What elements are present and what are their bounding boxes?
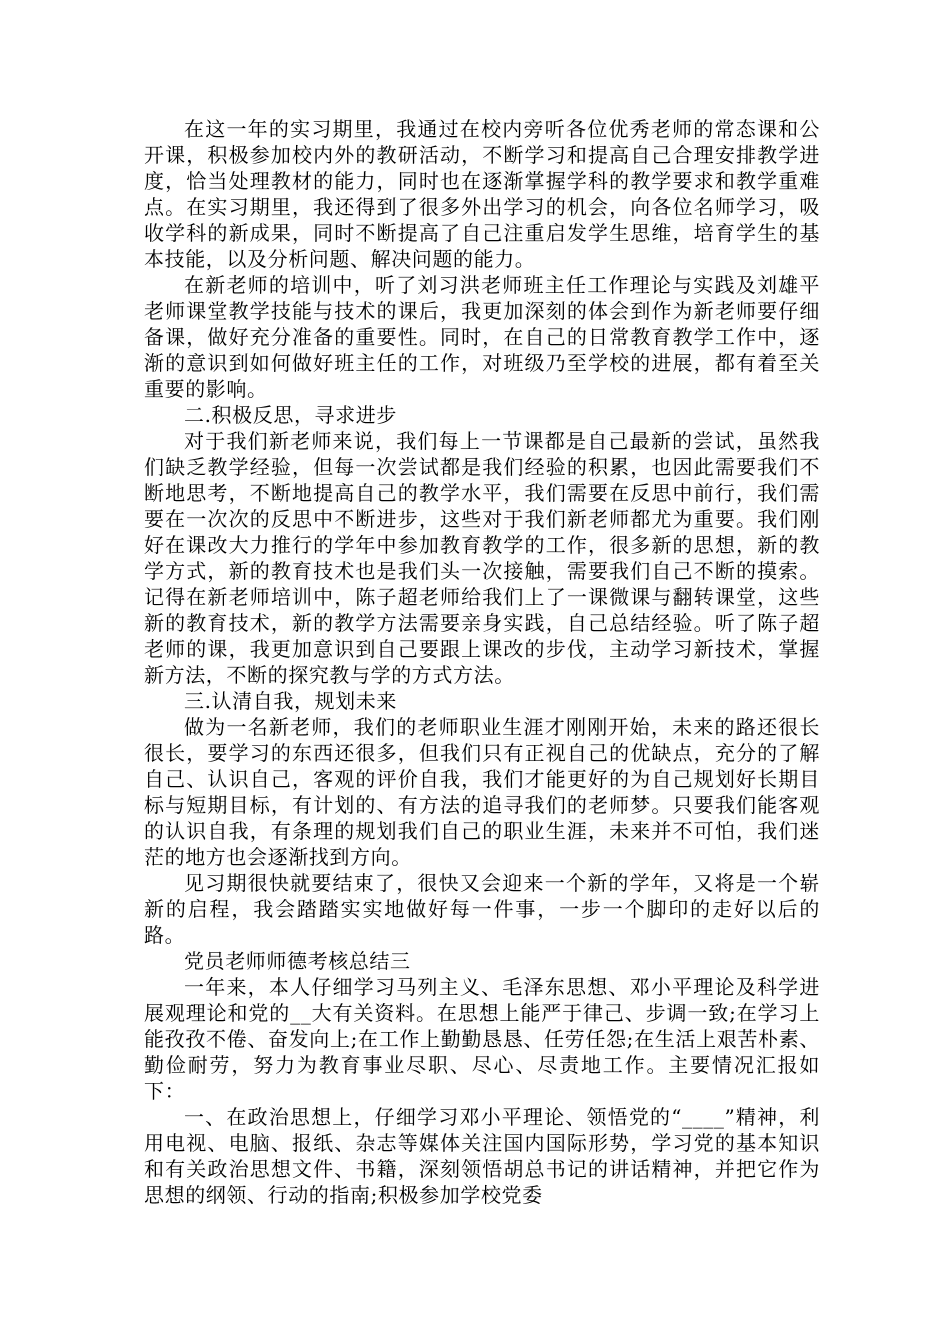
paragraph-self-planning: 做为一名新老师，我们的老师职业生涯才刚刚开始，未来的路还很长很长，要学习的东西还很多，但我们只有正视自己的优缺点，充分的了解自己、认识自己，客观的评价自我，我们才能更好的为自己规划好长期目标与短期目标，有计划的、有方法的追寻我们的老师梦。只要我们能客观的认识自我，有条理的规划我们自己的职业生涯，未来并不可怕，我们迷茫的地方也会逐渐找到方向。 — [144, 715, 820, 869]
paragraph-internship-ending: 见习期很快就要结束了，很快又会迎来一个新的学年，又将是一个崭新的启程，我会踏踏实实地做好每一件事，一步一个脚印的走好以后的路。 — [144, 871, 820, 947]
paragraph-internship-learning: 在这一年的实习期里，我通过在校内旁听各位优秀老师的常态课和公开课，积极参加校内外的教研活动，不断学习和提高自己合理安排教学进度，恰当处理教材的能力，同时也在逐渐掌握学科的教学要求和教学重难点。在实习期里，我还得到了很多外出学习的机会，向各位名师学习，吸收学科的新成果，同时不断提高了自己注重启发学生思维，培育学生的基本技能，以及分析问题、解决问题的能力。 — [144, 117, 820, 271]
paragraph-political-thought: 一、在政治思想上，仔细学习邓小平理论、领悟党的“____”精神，利用电视、电脑、报纸、杂志等媒体关注国内国际形势，学习党的基本知识和有关政治思想文件、书籍，深刻领悟胡总书记的讲话精神，并把它作为思想的纲领、行动的指南;积极参加学校党委 — [144, 1105, 820, 1207]
section-heading-self-planning: 三.认清自我，规划未来 — [184, 689, 397, 713]
paragraph-reflection: 对于我们新老师来说，我们每上一节课都是自己最新的尝试，虽然我们缺乏教学经验，但每一次尝试都是我们经验的积累，也因此需要我们不断地思考，不断地提高自己的教学水平，我们需要在反思中前行，我们需要在一次次的反思中不断进步，这些对于我们新老师都尤为重要。我们刚好在课改大力推行的学年中参加教育教学的工作，很多新的思想，新的教学方式，新的教育技术也是我们头一次接触，需要我们自己不断的摸索。记得在新老师培训中，陈子超老师给我们上了一课微课与翻转课堂，这些新的教育技术，新的教学方法需要亲身实践，自己总结经验。听了陈子超老师的课，我更加意识到自己要跟上课改的步伐，主动学习新技术，掌握新方法，不断的探究教与学的方式方法。 — [144, 429, 820, 687]
paragraph-annual-study: 一年来，本人仔细学习马列主义、毛泽东思想、邓小平理论及科学进展观理论和党的__大有关资料。在思想上能严于律己、步调一致;在学习上能孜孜不倦、奋发向上;在工作上勤勤恳恳、任劳任怨;在生活上艰苦朴素、勤俭耐劳，努力为教育事业尽职、尽心、尽责地工作。主要情况汇报如下： — [144, 975, 820, 1103]
paragraph-new-teacher-training: 在新老师的培训中，听了刘习洪老师班主任工作理论与实践及刘雄平老师课堂教学技能与技术的课后，我更加深刻的体会到作为新老师要仔细备课，做好充分准备的重要性。同时，在自己的日常教育教学工作中，逐渐的意识到如何做好班主任的工作，对班级乃至学校的进展，都有着至关重要的影响。 — [144, 273, 820, 401]
document-body — [144, 116, 820, 1208]
section-heading-reflection: 二.积极反思，寻求进步 — [184, 403, 397, 427]
section-heading-summary-three: 党员老师师德考核总结三 — [184, 949, 411, 973]
